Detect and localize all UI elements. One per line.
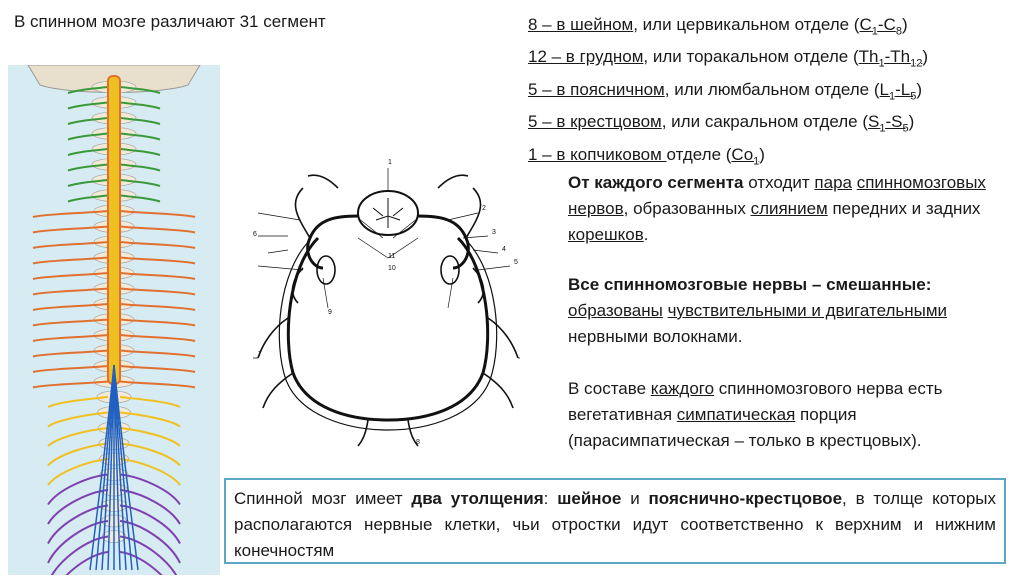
p2-bold: Все спинномозговые нервы – смешанные: <box>568 275 932 294</box>
diagram-label-11: 11 <box>388 253 396 260</box>
spinal-cord-illustration <box>8 65 220 575</box>
box-b2: шейное <box>557 489 622 508</box>
segment-desc: , или торакальном отделе ( <box>643 47 859 67</box>
spinal-cord-core <box>109 77 119 383</box>
spinal-cord-image <box>8 65 220 575</box>
segment-range: $Co_1$ <box>731 144 760 167</box>
nerve-right <box>120 444 180 466</box>
diagram-label-9: 9 <box>328 309 332 316</box>
segment-range: $C_1-C_8$ <box>859 15 902 38</box>
segment-sub: 1 <box>879 122 886 135</box>
box-t2: : <box>543 489 558 508</box>
spinal-nerve-cross-section-diagram <box>248 158 528 448</box>
diagram-label-5: 5 <box>514 259 518 266</box>
box-t4: , в толще которых располагаются нервные клетки, чьи отростки идут соответственно к верхним и нижним конечностям <box>234 489 997 560</box>
box-t3: и <box>621 489 649 508</box>
segment-count: 12 – в грудном <box>528 47 644 67</box>
segment-desc: , или сакральном отделе ( <box>661 112 869 132</box>
nerve-left <box>48 444 108 466</box>
segment-count: 1 – в копчиковом <box>528 144 667 164</box>
nerve-right <box>120 552 180 575</box>
p3-u2: симпатическая <box>676 405 796 424</box>
segment-sub: 5 <box>910 90 917 103</box>
segment-desc: , или цервикальном отделе ( <box>633 15 860 34</box>
diagram-label-8: 8 <box>416 439 420 446</box>
diagram-label-1: 1 <box>388 159 392 166</box>
segment-count: 5 – в поясничном <box>528 79 665 99</box>
p2-u1: образованы <box>568 301 663 320</box>
diagram-label-4: 4 <box>502 246 506 253</box>
paragraph-segments <box>568 170 988 248</box>
diagram-label-10: 10 <box>388 265 396 272</box>
p1-t3: , образованных <box>623 199 751 218</box>
p3-t1: В составе <box>568 379 651 398</box>
nerve-left <box>48 459 108 485</box>
box-b1: два утолщения <box>411 489 544 508</box>
diagram-label-3: 3 <box>492 229 496 236</box>
segment-sub: 1 <box>871 25 878 38</box>
diagram-label-2: 2 <box>482 205 486 212</box>
segment-count: 8 – в шейном <box>528 15 634 34</box>
segment-line <box>528 44 928 76</box>
segment-sub: 1 <box>878 57 885 70</box>
segment-range: $S_1-S_5$ <box>868 112 909 135</box>
paragraph-mixed-nerves <box>568 272 988 350</box>
p1-t5: . <box>643 225 649 244</box>
nerve-left <box>48 397 108 407</box>
segment-desc: отделе ( <box>666 144 732 164</box>
paragraph-vegetative <box>568 376 988 454</box>
segment-end: ) <box>759 144 765 164</box>
p2-t3: нервными волокнами. <box>568 327 743 346</box>
p1-u1: пара <box>814 173 852 192</box>
nerve-right <box>120 397 180 407</box>
segment-range: $L_1-L_5$ <box>879 79 917 103</box>
segment-desc: , или люмбальном отделе ( <box>664 79 880 99</box>
nerve-right <box>120 459 180 485</box>
segment-end: ) <box>908 112 915 132</box>
p1-t1: отходит <box>743 173 815 192</box>
p1-u2: спинномозговых нервов <box>568 173 986 218</box>
p3-t3: порция (парасимпатическая – только в крестцовых). <box>568 405 922 450</box>
p1-u4: корешков <box>568 225 644 244</box>
segment-range: $Th_1-Th_{12}$ <box>858 47 923 70</box>
segment-sub: 5 <box>902 122 909 135</box>
page-title: В спинном мозге различают 31 сегмент <box>14 12 326 31</box>
segment-end: ) <box>922 47 929 67</box>
p3-t2: спинномозгового нерва есть вегетативная <box>568 379 943 424</box>
segment-sub: 8 <box>895 25 902 38</box>
enlargements-textbox <box>224 478 1006 564</box>
box-b3: пояснично-крестцовое <box>648 489 843 508</box>
segment-sub: 1 <box>753 154 760 167</box>
segment-line <box>528 109 928 141</box>
p2-u2: чувствительными и двигательными <box>667 301 948 320</box>
diagram-label-7: 7 <box>258 351 262 358</box>
p1-bold: От каждого сегмента <box>568 173 744 192</box>
segment-end: ) <box>901 15 908 34</box>
segment-count: 5 – в крестцовом <box>528 112 662 132</box>
segment-line <box>528 77 928 109</box>
p1-u3: слиянием <box>750 199 828 218</box>
segment-sub: 1 <box>888 90 896 103</box>
nerve-left <box>48 552 108 575</box>
segment-end: ) <box>916 79 923 99</box>
segment-line <box>528 12 928 44</box>
diagram-label-6: 6 <box>253 231 257 238</box>
box-t1: Спинной мозг имеет <box>234 489 412 508</box>
p3-u1: каждого <box>650 379 715 398</box>
segment-sub: 12 <box>910 57 923 70</box>
p1-t4: передних и задних <box>827 199 981 218</box>
segments-list <box>528 12 928 174</box>
